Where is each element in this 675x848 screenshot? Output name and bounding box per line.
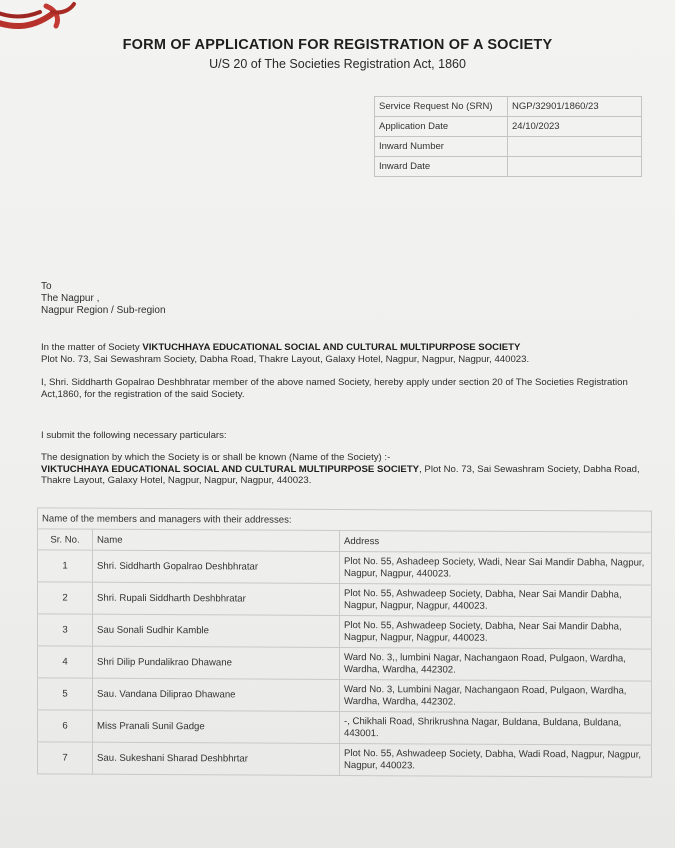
member-sr: 6 xyxy=(38,710,93,742)
matter-society-name: VIKTUCHHAYA EDUCATIONAL SOCIAL AND CULTURAL MULTIPURPOSE SOCIETY xyxy=(142,342,521,353)
member-address: Ward No. 3,, lumbini Nagar, Nachangaon Road, Pulgaon, Wardha, Wardha, Wardha, 442302. xyxy=(340,647,652,681)
service-request-table xyxy=(374,96,642,177)
header-sr-no: Sr. No. xyxy=(38,529,93,550)
inward-date-row xyxy=(375,157,642,177)
header-name: Name xyxy=(93,529,340,551)
matter-address: Plot No. 73, Sai Sewashram Society, Dabha Road, Thakre Layout, Galaxy Hotel, Nagpur, Nagpur, Nagpur, 440023. xyxy=(41,353,530,365)
member-address: Plot No. 55, Ashwadeep Society, Dabha, Near Sai Mandir Dabha, Nagpur, Nagpur, Nagpur, 440023. xyxy=(340,583,652,617)
srn-row xyxy=(375,97,642,117)
application-date-row xyxy=(375,117,642,137)
member-address: Ward No. 3, Lumbini Nagar, Nachangaon Road, Pulgaon, Wardha, Wardha, Wardha, 442302. xyxy=(340,679,652,713)
member-address: Plot No. 55, Ashadeep Society, Wadi, Near Sai Mandir Dabha, Nagpur, Nagpur, Nagpur, 440023. xyxy=(340,551,652,585)
member-sr: 2 xyxy=(38,582,93,614)
member-address: Plot No. 55, Ashwadeep Society, Dabha, Wadi Road, Nagpur, Nagpur, Nagpur, 440023. xyxy=(340,743,652,777)
addressee-office: The Nagpur , xyxy=(41,293,100,304)
member-name: Shri. Siddharth Gopalrao Deshbhratar xyxy=(93,550,340,583)
form-title: FORM OF APPLICATION FOR REGISTRATION OF A SOCIETY xyxy=(122,37,553,53)
srn-value: NGP/32901/1860/23 xyxy=(508,97,642,117)
member-sr: 4 xyxy=(38,646,93,678)
member-name: Sau. Vandana Diliprao Dhawane xyxy=(93,678,340,711)
srn-label: Service Request No (SRN) xyxy=(375,97,508,117)
form-subtitle: U/S 20 of The Societies Registration Act, 1860 xyxy=(209,57,466,71)
application-date-value: 24/10/2023 xyxy=(508,117,642,137)
header-address: Address xyxy=(340,530,652,553)
addressee-block xyxy=(41,281,166,317)
inward-date-value xyxy=(508,157,642,177)
designation-society-name: VIKTUCHHAYA EDUCATIONAL SOCIAL AND CULTURAL MULTIPURPOSE SOCIETY xyxy=(41,463,420,475)
member-sr: 1 xyxy=(38,550,93,582)
inward-date-label: Inward Date xyxy=(375,157,508,177)
designation-paragraph xyxy=(41,452,641,487)
matter-prefix: In the matter of Society xyxy=(41,342,143,353)
member-name: Shri Dilip Pundalikrao Dhawane xyxy=(93,646,340,679)
table-row xyxy=(38,678,652,713)
members-table xyxy=(37,507,652,777)
application-date-label: Application Date xyxy=(375,117,508,137)
addressee-to: To xyxy=(41,281,52,292)
declaration-paragraph: I, Shri. Siddharth Gopalrao Deshbhratar member of the above named Society, hereby apply under section 20 of The Societies Registration Act,1860, for the registration of the said Society. xyxy=(41,377,628,400)
table-row xyxy=(38,710,652,745)
member-sr: 3 xyxy=(38,614,93,646)
member-name: Shri. Rupali Siddharth Deshbhratar xyxy=(93,582,340,615)
designation-address: , Plot No. 73, Sai Sewashram Society, Dabha Road, Thakre Layout, Galaxy Hotel, Nagpur, Nagpur, Nagpur, 440023. xyxy=(41,463,640,486)
table-row xyxy=(38,582,652,617)
table-row xyxy=(38,742,652,777)
member-name: Sau. Sukeshani Sharad Deshbhrtar xyxy=(93,742,340,775)
member-sr: 7 xyxy=(38,742,93,774)
member-name: Miss Pranali Sunil Gadge xyxy=(93,710,340,743)
matter-paragraph xyxy=(41,342,641,365)
addressee-region: Nagpur Region / Sub-region xyxy=(41,305,166,316)
members-caption: Name of the members and managers with their addresses: xyxy=(38,508,652,532)
inward-number-label: Inward Number xyxy=(375,137,508,157)
member-address: Plot No. 55, Ashwadeep Society, Dabha, Near Sai Mandir Dabha, Nagpur, Nagpur, Nagpur, 440023. xyxy=(340,615,652,649)
table-row xyxy=(38,646,652,681)
table-row xyxy=(38,550,652,585)
member-sr: 5 xyxy=(38,678,93,710)
member-address: -, Chikhali Road, Shrikrushna Nagar, Buldana, Buldana, Buldana, 443001. xyxy=(340,711,652,745)
inward-number-row xyxy=(375,137,642,157)
designation-label: The designation by which the Society is or shall be known (Name of the Society) :- xyxy=(41,452,391,463)
inward-number-value xyxy=(508,137,642,157)
member-name: Sau Sonali Sudhir Kamble xyxy=(93,614,340,647)
particulars-intro: I submit the following necessary particulars: xyxy=(41,430,227,441)
table-row xyxy=(38,614,652,649)
